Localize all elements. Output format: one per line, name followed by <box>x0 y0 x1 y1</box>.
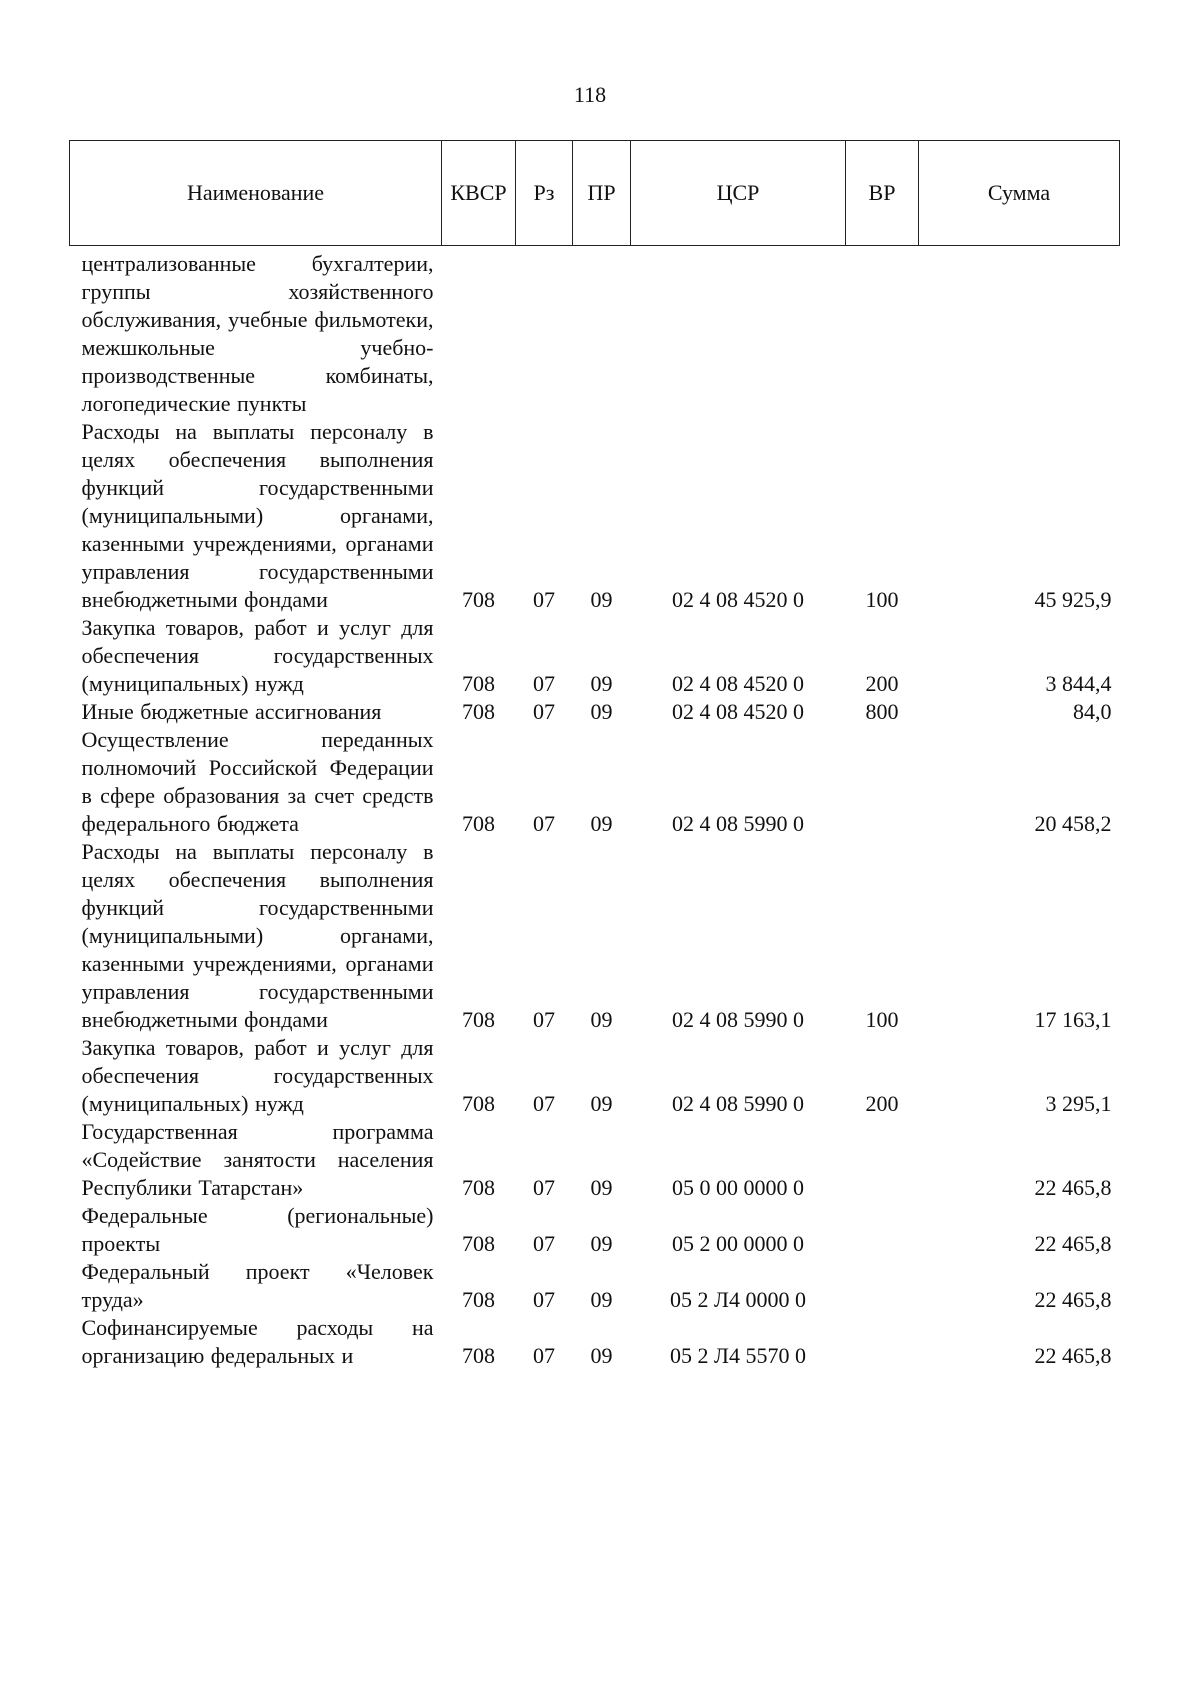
row-name: Расходы на выплаты персоналу в целях обеспечения выполнения функций государственными (муниципальными) органами, казенными учреждениями, органами управления государственными внебюджетными фондами <box>81 419 434 612</box>
table-header <box>70 141 1120 246</box>
row-csr: 02 4 08 4520 0 <box>672 671 804 696</box>
row-rz: 07 <box>533 1175 555 1200</box>
table-row <box>70 838 1120 1034</box>
table-row <box>70 1258 1120 1314</box>
row-kvsr: 708 <box>462 1343 495 1368</box>
row-pr: 09 <box>590 1343 613 1368</box>
row-name: Софинансируемые расходы на организацию федеральных и <box>81 1315 434 1368</box>
row-csr: 02 4 08 4520 0 <box>672 699 804 724</box>
row-csr: 02 4 08 5990 0 <box>672 1091 804 1116</box>
table-body <box>70 246 1120 1371</box>
row-rz: 07 <box>533 1007 555 1032</box>
row-vr: 100 <box>865 1007 899 1032</box>
row-rz: 07 <box>533 587 555 612</box>
row-pr: 09 <box>590 811 613 836</box>
row-kvsr: 708 <box>462 811 495 836</box>
row-vr: 800 <box>865 699 899 724</box>
page-number: 118 <box>573 82 607 107</box>
row-name: централизованные бухгалтерии, группы хозяйственного обслуживания, учебные фильмотеки, межшкольные учебно-производственные комбинаты, логопедические пункты <box>81 251 434 416</box>
row-name: Расходы на выплаты персоналу в целях обеспечения выполнения функций государственными (муниципальными) органами, казенными учреждениями, органами управления государственными внебюджетными фондами <box>81 839 434 1032</box>
row-vr: 100 <box>865 587 899 612</box>
table-row <box>70 418 1120 614</box>
row-csr: 05 0 00 0000 0 <box>672 1175 804 1200</box>
header-csr: ЦСР <box>631 141 846 246</box>
table-row <box>70 726 1120 838</box>
row-csr: 02 4 08 5990 0 <box>672 811 804 836</box>
row-sum <box>919 246 1120 419</box>
row-csr: 02 4 08 4520 0 <box>672 587 804 612</box>
row-vr <box>846 246 919 419</box>
budget-table <box>69 140 1120 1370</box>
row-pr: 09 <box>590 1175 613 1200</box>
row-csr: 05 2 Л4 0000 0 <box>670 1287 806 1312</box>
table-row <box>70 1314 1120 1370</box>
table-row <box>70 698 1120 726</box>
row-vr <box>846 1314 919 1370</box>
header-kvsr: КВСР <box>442 141 516 246</box>
row-vr: 200 <box>865 1091 899 1116</box>
row-rz: 07 <box>533 1231 555 1256</box>
row-sum: 3 295,1 <box>1045 1091 1112 1116</box>
row-pr: 09 <box>590 1287 613 1312</box>
row-vr <box>846 1258 919 1314</box>
header-sum: Сумма <box>919 141 1120 246</box>
header-name: Наименование <box>70 141 442 246</box>
row-rz: 07 <box>533 1343 555 1368</box>
table-row <box>70 246 1120 419</box>
row-kvsr <box>442 246 516 419</box>
row-sum: 20 458,2 <box>1034 811 1112 836</box>
row-vr <box>846 1202 919 1258</box>
row-rz <box>516 246 573 419</box>
row-kvsr: 708 <box>462 1287 495 1312</box>
row-csr: 05 2 00 0000 0 <box>672 1231 804 1256</box>
row-name: Закупка товаров, работ и услуг для обеспечения государственных (муниципальных) нужд <box>81 615 434 696</box>
table-row <box>70 1118 1120 1202</box>
row-sum: 22 465,8 <box>1034 1287 1112 1312</box>
table-row <box>70 614 1120 698</box>
row-pr: 09 <box>590 1007 613 1032</box>
row-kvsr: 708 <box>462 587 495 612</box>
row-rz: 07 <box>533 699 555 724</box>
row-kvsr: 708 <box>462 1091 495 1116</box>
row-kvsr: 708 <box>462 1007 495 1032</box>
row-pr: 09 <box>590 587 613 612</box>
row-rz: 07 <box>533 671 555 696</box>
row-sum: 45 925,9 <box>1034 587 1112 612</box>
row-name: Осуществление переданных полномочий Российской Федерации в сфере образования за счет средств федерального бюджета <box>81 727 434 836</box>
row-kvsr: 708 <box>462 1175 495 1200</box>
row-name: Иные бюджетные ассигнования <box>81 699 382 724</box>
row-name: Закупка товаров, работ и услуг для обеспечения государственных (муниципальных) нужд <box>81 1035 434 1116</box>
row-name: Государственная программа «Содействие занятости населения Республики Татарстан» <box>81 1119 434 1200</box>
row-name: Федеральные (региональные) проекты <box>81 1203 434 1256</box>
row-vr <box>846 1118 919 1202</box>
row-sum: 17 163,1 <box>1034 1007 1112 1032</box>
row-vr: 200 <box>865 671 899 696</box>
row-csr: 05 2 Л4 5570 0 <box>670 1343 806 1368</box>
row-sum: 22 465,8 <box>1034 1175 1112 1200</box>
row-rz: 07 <box>533 1091 555 1116</box>
row-sum: 3 844,4 <box>1045 671 1112 696</box>
row-name: Федеральный проект «Человек труда» <box>81 1259 434 1312</box>
row-csr: 02 4 08 5990 0 <box>672 1007 804 1032</box>
row-rz: 07 <box>533 1287 555 1312</box>
header-vr: ВР <box>846 141 919 246</box>
row-pr <box>573 246 631 419</box>
row-sum: 22 465,8 <box>1034 1231 1112 1256</box>
table-row <box>70 1034 1120 1118</box>
row-pr: 09 <box>590 699 613 724</box>
row-pr: 09 <box>590 1231 613 1256</box>
row-rz: 07 <box>533 811 555 836</box>
row-sum: 22 465,8 <box>1034 1343 1112 1368</box>
row-csr <box>631 246 846 419</box>
row-kvsr: 708 <box>462 699 495 724</box>
table-row <box>70 1202 1120 1258</box>
row-sum: 84,0 <box>1073 699 1112 724</box>
header-rz: Рз <box>516 141 573 246</box>
row-pr: 09 <box>590 1091 613 1116</box>
row-pr: 09 <box>590 671 613 696</box>
row-kvsr: 708 <box>462 671 495 696</box>
row-vr <box>846 726 919 838</box>
header-pr: ПР <box>573 141 631 246</box>
row-kvsr: 708 <box>462 1231 495 1256</box>
